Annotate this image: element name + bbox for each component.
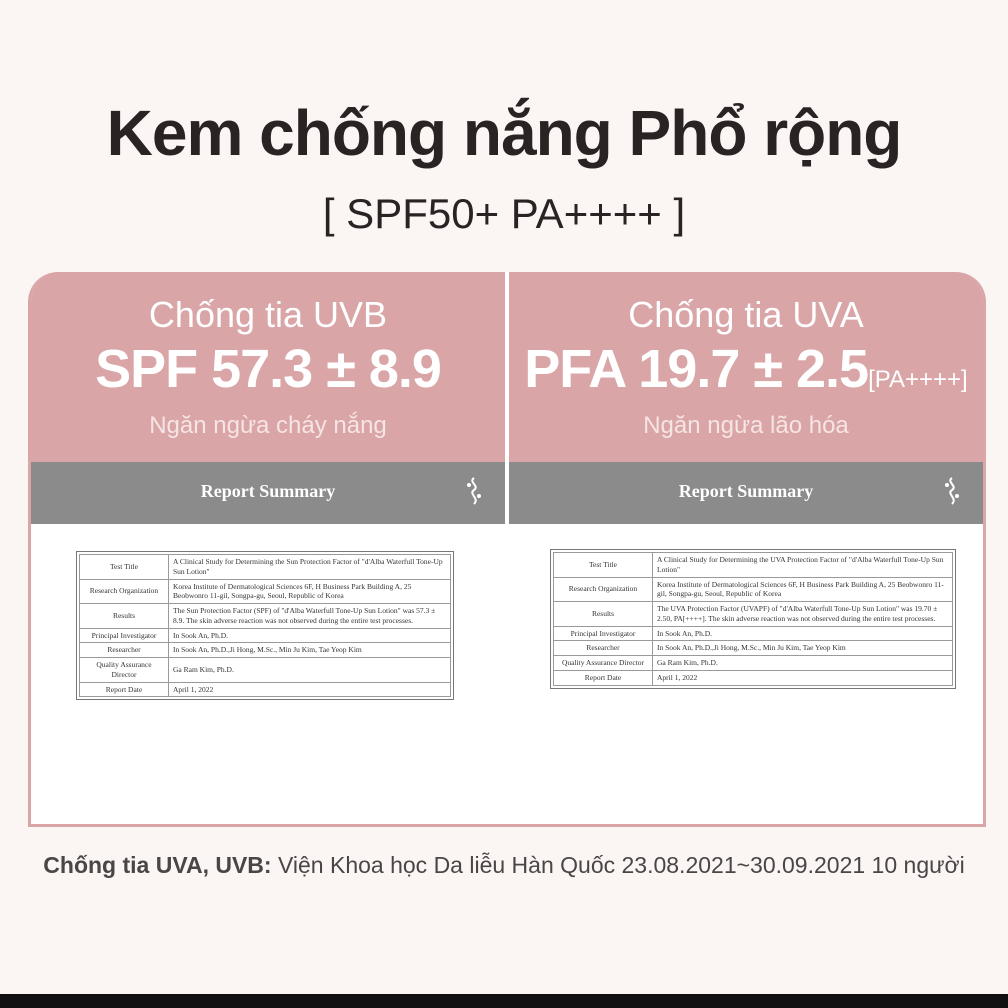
row-value: In Sook An, Ph.D. — [169, 628, 451, 643]
comparison-panel — [28, 272, 986, 827]
row-key: Report Date — [554, 670, 653, 685]
table-row — [554, 641, 953, 656]
row-value: The UVA Protection Factor (UVAPF) of "d'Alba Waterfull Tone-Up Sun Lotion" was 19.70 ± 2.50, PA[++++]. The skin adverse reaction was not observed during the entire test processes. — [653, 602, 953, 627]
uvb-value: SPF 57.3 ± 8.9 — [95, 339, 441, 399]
row-key: Principal Investigator — [80, 628, 169, 643]
uvb-header — [31, 272, 505, 462]
uvb-label: Chống tia UVB — [148, 294, 388, 335]
row-value: Ga Ram Kim, Ph.D. — [169, 658, 451, 683]
table-row — [80, 643, 451, 658]
uva-report-table — [553, 552, 953, 686]
row-key: Report Date — [80, 682, 169, 697]
uvb-report-table — [79, 554, 451, 697]
footnote-bold: Chống tia UVA, UVB: — [43, 852, 272, 878]
row-value: Ga Ram Kim, Ph.D. — [653, 656, 953, 671]
table-row — [554, 602, 953, 627]
uva-report-title: Report Summary — [678, 481, 814, 501]
table-row — [80, 604, 451, 629]
bottom-bar — [0, 994, 1008, 1008]
row-key: Researcher — [80, 643, 169, 658]
row-key: Results — [554, 602, 653, 627]
row-key: Test Title — [80, 555, 169, 580]
uva-value-main: PFA 19.7 ± 2.5 — [524, 339, 869, 399]
uva-column — [509, 272, 983, 824]
table-row — [554, 553, 953, 578]
row-value: A Clinical Study for Determining the Sun Protection Factor of "d'Alba Waterfull Tone-Up Sun Lotion" — [169, 555, 451, 580]
table-row — [80, 682, 451, 697]
row-key: Quality Assurance Director — [80, 658, 169, 683]
brand-logo-icon — [463, 476, 485, 506]
row-key: Researcher — [554, 641, 653, 656]
subheadline: [ SPF50+ PA++++ ] — [322, 190, 686, 237]
row-value: In Sook An, Ph.D.,Ji Hong, M.Sc., Min Ju Kim, Tae Yeop Kim — [169, 643, 451, 658]
row-value: April 1, 2022 — [653, 670, 953, 685]
uvb-note: Ngăn ngừa cháy nắng — [149, 412, 387, 439]
row-value: April 1, 2022 — [169, 682, 451, 697]
row-value: The Sun Protection Factor (SPF) of "d'Alba Waterfull Tone-Up Sun Lotion" was 57.3 ± 8.9. The skin adverse reaction was not observed during the entire test processes. — [169, 604, 451, 629]
uva-note: Ngăn ngừa lão hóa — [643, 412, 849, 439]
headline: Kem chống nắng Phổ rộng — [106, 97, 902, 169]
table-row — [80, 579, 451, 604]
row-value: Korea Institute of Dermatological Sciences 6F, H Business Park Building A, 25 Beobwonro 11-gil, Songpa-gu, Seoul, Republic of Korea — [653, 577, 953, 602]
uvb-report-title: Report Summary — [200, 481, 336, 501]
table-row — [80, 555, 451, 580]
uva-label: Chống tia UVA — [628, 294, 864, 335]
uva-value — [509, 338, 983, 400]
source-footnote — [0, 852, 1008, 879]
uva-value-suffix: [PA++++] — [868, 366, 968, 393]
row-key: Principal Investigator — [554, 626, 653, 641]
row-key: Results — [80, 604, 169, 629]
uvb-report-bar — [31, 462, 505, 524]
table-row — [80, 628, 451, 643]
table-row — [80, 658, 451, 683]
brand-logo-icon — [941, 476, 963, 506]
table-row — [554, 577, 953, 602]
row-value: A Clinical Study for Determining the UVA Protection Factor of "d'Alba Waterfull Tone-Up Sun Lotion" — [653, 553, 953, 578]
footnote-text: Viện Khoa học Da liễu Hàn Quốc 23.08.2021~30.09.2021 10 người — [271, 852, 965, 878]
row-key: Research Organization — [554, 577, 653, 602]
table-row — [554, 656, 953, 671]
table-row — [554, 626, 953, 641]
uva-header — [509, 272, 983, 462]
row-key: Test Title — [554, 553, 653, 578]
row-key: Research Organization — [80, 579, 169, 604]
row-value: In Sook An, Ph.D.,Ji Hong, M.Sc., Min Ju Kim, Tae Yeop Kim — [653, 641, 953, 656]
uva-report-bar — [509, 462, 983, 524]
row-value: Korea Institute of Dermatological Sciences 6F, H Business Park Building A, 25 Beobwonro 11-gil, Songpa-gu, Seoul, Republic of Korea — [169, 579, 451, 604]
row-value: In Sook An, Ph.D. — [653, 626, 953, 641]
uvb-column — [31, 272, 505, 824]
row-key: Quality Assurance Director — [554, 656, 653, 671]
table-row — [554, 670, 953, 685]
